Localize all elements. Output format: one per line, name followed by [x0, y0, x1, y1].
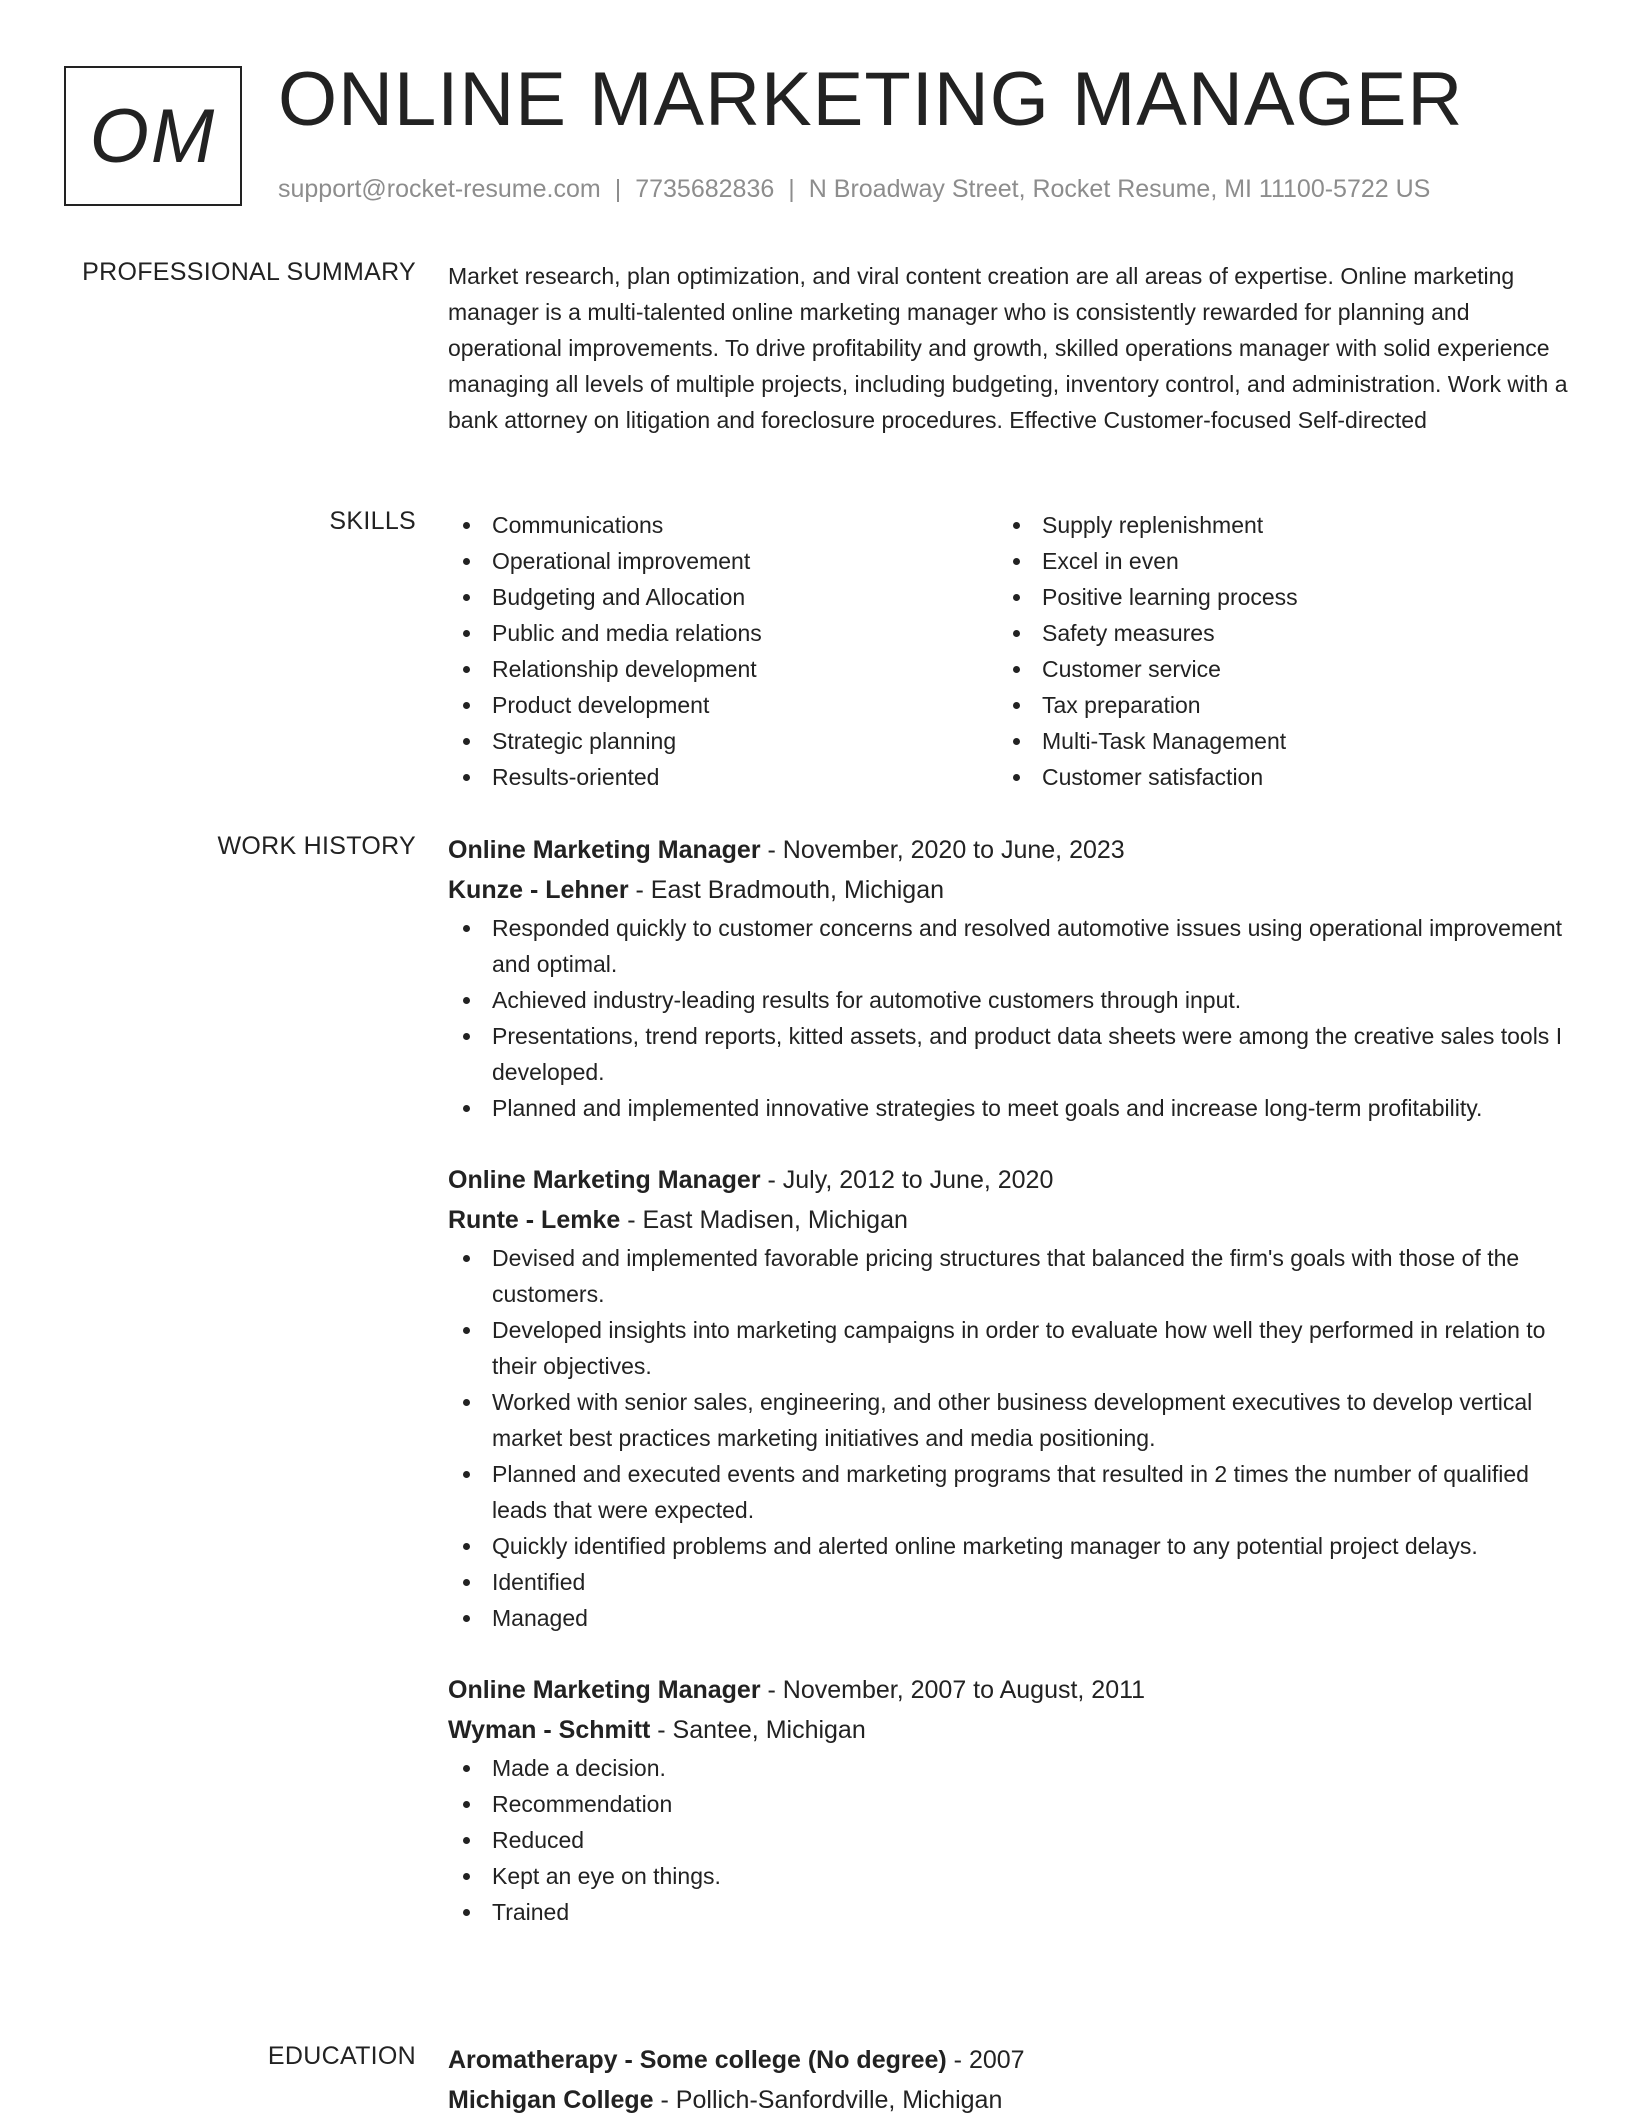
skills-grid	[448, 507, 1568, 795]
job-bullet: Developed insights into marketing campaigns in order to evaluate how well they performed in relation to their objectives.	[448, 1312, 1568, 1384]
job-title-line	[448, 1160, 1568, 1200]
job-company-line	[448, 1200, 1568, 1240]
skill-item: Customer satisfaction	[998, 759, 1548, 795]
job-dates: - November, 2007 to August, 2011	[760, 1676, 1146, 1704]
job-role: Online Marketing Manager	[448, 1676, 761, 1704]
skills-column-left	[448, 507, 998, 795]
job-dates: - July, 2012 to June, 2020	[760, 1166, 1054, 1194]
skill-item: Budgeting and Allocation	[448, 579, 998, 615]
skill-item: Safety measures	[998, 615, 1548, 651]
job-entry	[448, 830, 1568, 1126]
contact-line	[278, 175, 1430, 204]
job-bullet-list	[448, 910, 1568, 1126]
skill-item: Supply replenishment	[998, 507, 1548, 543]
job-bullet: Made a decision.	[448, 1750, 1568, 1786]
work-history-body	[448, 830, 1568, 1964]
job-bullet: Planned and executed events and marketing programs that resulted in 2 times the number of qualified leads that were expected.	[448, 1456, 1568, 1528]
job-bullet: Kept an eye on things.	[448, 1858, 1568, 1894]
job-company-line	[448, 870, 1568, 910]
skill-item: Public and media relations	[448, 615, 998, 651]
job-entry	[448, 1160, 1568, 1636]
job-bullet-list	[448, 1750, 1568, 1930]
job-company: Runte - Lemke	[448, 1206, 621, 1234]
skill-item: Strategic planning	[448, 723, 998, 759]
phone-number: 7735682836	[635, 175, 775, 203]
skill-item: Operational improvement	[448, 543, 998, 579]
job-company: Wyman - Schmitt	[448, 1716, 651, 1744]
job-role: Online Marketing Manager	[448, 836, 761, 864]
job-bullet: Devised and implemented favorable pricing structures that balanced the firm's goals with those of the customers.	[448, 1240, 1568, 1312]
skill-item: Excel in even	[998, 543, 1548, 579]
address: N Broadway Street, Rocket Resume, MI 11100-5722 US	[808, 175, 1431, 203]
job-location: - Santee, Michigan	[650, 1716, 866, 1744]
job-title-line	[448, 830, 1568, 870]
summary-text: Market research, plan optimization, and viral content creation are all areas of expertise. Online marketing manager is a multi-talented online marketing manager who is consistently rewarded for planning and operational improvements. To drive profitability and growth, skilled operations manager with solid experience managing all levels of multiple projects, including budgeting, inventory control, and administration. Work with a bank attorney on litigation and foreclosure procedures. Effective Customer-focused Self-directed	[448, 263, 1568, 433]
job-bullet: Trained	[448, 1894, 1568, 1930]
skills-column-right	[998, 507, 1548, 795]
job-bullet: Achieved industry-leading results for automotive customers through input.	[448, 982, 1568, 1018]
job-dates: - November, 2020 to June, 2023	[760, 836, 1125, 864]
section-title-summary: PROFESSIONAL SUMMARY	[82, 258, 416, 286]
education-school-line	[448, 2080, 1568, 2120]
skill-item: Positive learning process	[998, 579, 1548, 615]
monogram-box	[64, 66, 242, 206]
job-entry	[448, 1670, 1568, 1930]
section-title-education: EDUCATION	[267, 2042, 416, 2070]
education-degree-line	[448, 2040, 1568, 2080]
job-company: Kunze - Lehner	[448, 876, 629, 904]
email-link[interactable]: support@rocket-resume.com	[278, 175, 601, 203]
job-role: Online Marketing Manager	[448, 1166, 761, 1194]
job-bullet: Reduced	[448, 1822, 1568, 1858]
resume-title: ONLINE MARKETING MANAGER	[278, 57, 1464, 142]
job-bullet-list	[448, 1240, 1568, 1636]
education-location: - Pollich-Sanfordville, Michigan	[653, 2086, 1003, 2114]
job-bullet: Responded quickly to customer concerns and resolved automotive issues using operational improvement and optimal.	[448, 910, 1568, 982]
skill-item: Relationship development	[448, 651, 998, 687]
education-year: - 2007	[946, 2046, 1025, 2074]
skill-item: Multi-Task Management	[998, 723, 1548, 759]
job-bullet: Quickly identified problems and alerted online marketing manager to any potential project delays.	[448, 1528, 1568, 1564]
skill-item: Tax preparation	[998, 687, 1548, 723]
job-title-line	[448, 1670, 1568, 1710]
job-bullet: Recommendation	[448, 1786, 1568, 1822]
job-bullet: Managed	[448, 1600, 1568, 1636]
job-location: - East Bradmouth, Michigan	[628, 876, 944, 904]
separator: |	[788, 175, 795, 203]
job-bullet: Identified	[448, 1564, 1568, 1600]
skill-item: Customer service	[998, 651, 1548, 687]
section-title-skills: SKILLS	[329, 507, 416, 535]
job-location: - East Madisen, Michigan	[620, 1206, 908, 1234]
monogram-initials: OM	[89, 93, 217, 179]
job-bullet: Presentations, trend reports, kitted assets, and product data sheets were among the creative sales tools I developed.	[448, 1018, 1568, 1090]
education-school: Michigan College	[448, 2086, 654, 2114]
education-body	[448, 2040, 1568, 2120]
job-bullet: Worked with senior sales, engineering, and other business development executives to develop vertical market best practices marketing initiatives and media positioning.	[448, 1384, 1568, 1456]
skill-item: Communications	[448, 507, 998, 543]
separator: |	[614, 175, 622, 203]
education-degree: Aromatherapy - Some college (No degree)	[448, 2046, 947, 2074]
skills-body	[448, 507, 1568, 795]
skill-item: Results-oriented	[448, 759, 998, 795]
section-title-work-history: WORK HISTORY	[217, 832, 416, 860]
skill-item: Product development	[448, 687, 998, 723]
summary-body	[448, 258, 1568, 438]
job-company-line	[448, 1710, 1568, 1750]
job-bullet: Planned and implemented innovative strategies to meet goals and increase long-term profitability.	[448, 1090, 1568, 1126]
